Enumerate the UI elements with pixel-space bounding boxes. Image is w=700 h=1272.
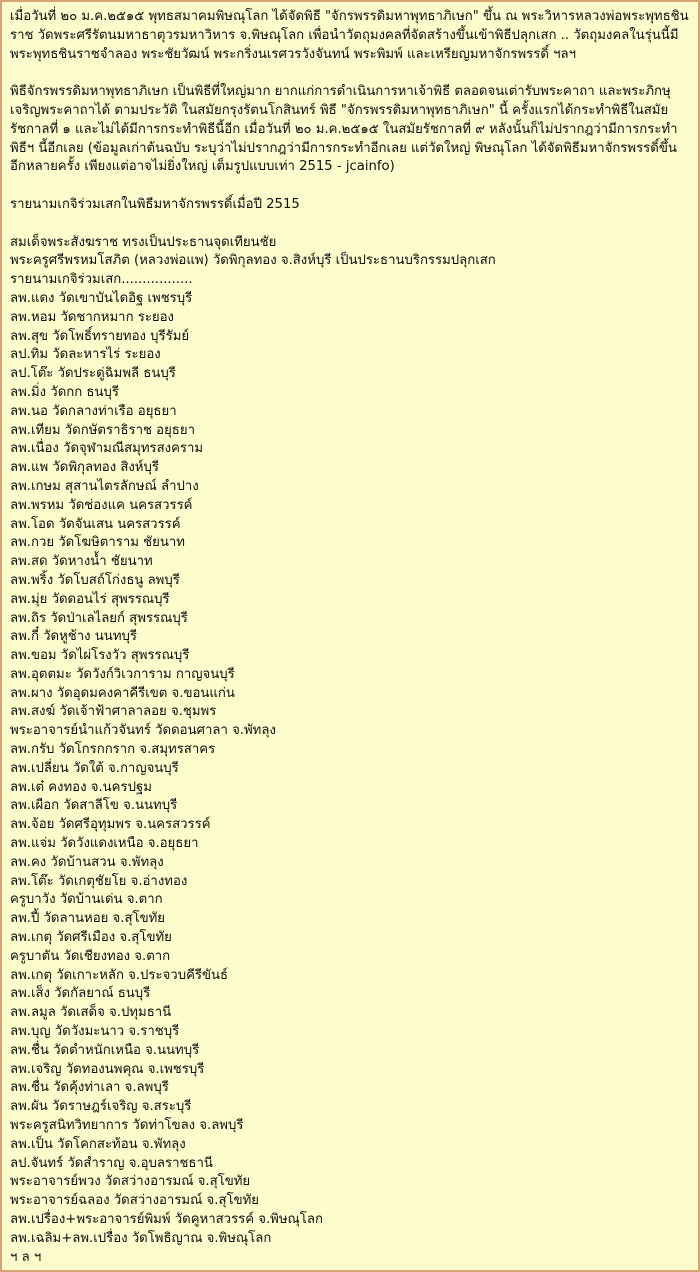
list-line: ลพ.ลมูล วัดเสด็จ จ.ปทุมธานี — [10, 1005, 172, 1021]
list-line: ลพ.มุ่ย วัดดอนไร่ สุพรรณบุรี — [10, 591, 170, 607]
list-line: ลพ.โต๊ะ วัดเกตุชัยโย จ.อ่างทอง — [10, 873, 188, 889]
list-line: ลพ.เกตุ วัดศรีเมือง จ.สุโขทัย — [10, 930, 172, 946]
list-line: ลพ.หอม วัดชากหมาก ระยอง — [10, 309, 174, 325]
list-line: ลพ.กี๋ วัดหูช้าง นนทบุรี — [10, 629, 137, 645]
list-line: ลพ.พรหม วัดช่องแค นครสวรรค์ — [10, 497, 193, 513]
list-line: ลพ.มิ่ง วัดกก ธนบุรี — [10, 384, 119, 400]
list-line: ลพ.ผาง วัดอุดมคงคาคีรีเขต จ.ขอนแก่น — [10, 685, 235, 701]
list-line: ลพ.ชื่น วัดคุ้งท่าเลา จ.ลพบุรี — [10, 1080, 169, 1096]
spacer — [10, 215, 690, 234]
list-line: ลพ.ผัน วัดราษฎร์เจริญ จ.สระบุรี — [10, 1099, 192, 1115]
monk-list — [10, 234, 690, 1268]
list-line: พระอาจารย์พวง วัดสว่างอารมณ์ จ.สุโขทัย — [10, 1174, 251, 1190]
list-line: ลพ.สุข วัดโพธิ์ทรายทอง บุรีรัมย์ — [10, 328, 190, 344]
list-line: ลป.โต๊ะ วัดประดู่ฉิมพลี ธนบุรี — [10, 366, 176, 382]
list-line: ลพ.เจริญ วัดทองนพคุณ จ.เพชรบุรี — [10, 1061, 205, 1077]
list-line: ลพ.เปรื่อง+พระอาจารย์พิมพ์ วัดคูหาสวรรค์ จ.พิษณุโลก — [10, 1212, 323, 1227]
list-line: ลพ.จ้อย วัดศรีอุทุมพร จ.นครสวรรค์ — [10, 817, 211, 833]
list-line: ลพ.แจ่ม วัดวังแดงเหนือ จ.อยุธยา — [10, 836, 199, 852]
list-line: ลพ.สด วัดหางน้ำ ชัยนาท — [10, 554, 153, 570]
list-line: พระอาจารย์นำแก้วจันทร์ วัดดอนศาลา จ.พัทลุง — [10, 723, 276, 739]
list-line: ลพ.กรับ วัดโกรกกราก จ.สมุทรสาคร — [10, 742, 216, 758]
list-line: ลพ.เกตุ วัดเกาะหลัก จ.ประจวบคีรีขันธ์ — [10, 967, 229, 983]
list-line: ลพ.ปี้ วัดลานหอย จ.สุโขทัย — [10, 911, 166, 927]
list-line: ลพ.แดง วัดเขาบันไดอิฐ เพชรบุรี — [10, 290, 193, 306]
list-line: ลป.ทิม วัดละหารไร่ ระยอง — [10, 347, 161, 363]
list-line: ลพ.เส็ง วัดกัลยาณ์ ธนบุรี — [10, 986, 151, 1002]
list-line: ลพ.แพ วัดพิกุลทอง สิงห์บุรี — [10, 460, 159, 476]
list-line: ลป.จันทร์ วัดสำราญ จ.อุบลราชธานี — [10, 1155, 213, 1171]
intro-paragraph: เมื่อวันที่ ๒๐ ม.ค.๒๕๑๕ พุทธสมาคมพิษณุโลก ได้จัดพิธี "จักรพรรดิมหาพุทธาภิเษก" ขึ้น ณ พระวิหารหลวงพ่อพระพุทธชินราช วัดพระศรีรัตนมหาธาตุวรมหาวิหาร จ.พิษณุโลก เพื่อนำวัตถุมงคลที่จัดสร้างขึ้นเข้าพิธีปลุกเสก .. วัตถุมงคลในรุ่นนี้มี พระพุทธชินราชจำลอง พระชัยวัฒน์ พระกริ่งนเรศวรวังจันทน์ พระพิมพ์ และเหรียญมหาจักรพรรดิ์ ฯลฯ — [10, 9, 689, 62]
list-line: พระครูสนิทวิทยาการ วัดท่าโขลง จ.ลพบุรี — [10, 1118, 244, 1134]
list-line: ลพ.ถิร วัดป่าเลไลยก์ สุพรรณบุรี — [10, 610, 188, 626]
list-heading: รายนามเกจิร่วมเสกในพิธีมหาจักรพรรดิ์เมื่อปี 2515 — [10, 196, 300, 212]
list-line: ลพ.คง วัดบ้านสวน จ.พัทลุง — [10, 854, 164, 870]
list-line: ครูบาตัน วัดเชียงทอง จ.ตาก — [10, 948, 171, 964]
list-line: ลพ.เทียม วัดกษัตราธิราช อยุธยา — [10, 422, 195, 438]
spacer — [10, 64, 690, 83]
list-line: ลพ.พริ้ง วัดโบสถ์โก่งธนู ลพบุรี — [10, 572, 180, 588]
list-line: ลพ.เป็น วัดโคกสะท้อน จ.พัทลุง — [10, 1136, 186, 1152]
list-line: ครูบาวัง วัดบ้านเด่น จ.ตาก — [10, 892, 163, 908]
list-line: ลพ.สงฆ์ วัดเจ้าฟ้าศาลาลอย จ.ชุมพร — [10, 704, 217, 720]
list-line: รายนามเกจิร่วมเสก................. — [10, 272, 193, 288]
list-line: พระอาจารย์ฉลอง วัดสว่างอารมณ์ จ.สุโขทัย — [10, 1193, 260, 1209]
list-line: ลพ.กวย วัดโฆษิตาราม ชัยนาท — [10, 535, 185, 551]
list-line: ลพ.เนื่อง วัดจุฬามณีสมุทรสงคราม — [10, 441, 204, 457]
list-line: ลพ.เผือก วัดสาลีโข จ.นนทบุรี — [10, 798, 178, 814]
history-paragraph: พิธีจักรพรรดิมหาพุทธาภิเษก เป็นพิธีที่ใหญ่มาก ยากแก่การดำเนินการหาเจ้าพิธี ตลอดจนเต่ารับพระคาถา และพระภิกษุเจริญพระคาถาได้ ตามประวัติ ในสมัยกรุงรัตนโกสินทร์ พิธี "จักรพรรดิมหาพุทธาภิเษก" นี้ ครั้งแรกได้กระทำพิธีในสมัยรัชกาลที่ ๑ และไม่ได้มีการกระทำพิธีนี้อีก เมื่อวันที่ ๒๐ ม.ค.๒๕๑๕ ในสมัยรัชกาลที่ ๙ หลังนั้นก็ไม่ปรากฎว่ามีการกระทำพิธีฯ นี้อีกเลย (ข้อมูลเก่าต้นฉบับ ระบุว่าไม่ปรากฎว่ามีการกระทำอีกเลย แต่วัดใหญ่ พิษณุโลก ได้จัดพิธีมหาจักรพรรดิ์ขึ้นอีกหลายครั้ง เพียงแต่อาจไม่ยิ่งใหญ่ เต็มรูปแบบเท่า 2515 - jcainfo) — [10, 84, 678, 175]
list-line: ลพ.นอ วัดกลางท่าเรือ อยุธยา — [10, 403, 177, 419]
list-line: ลพ.ชื่น วัดตำหนักเหนือ จ.นนทบุรี — [10, 1042, 200, 1058]
list-line: ลพ.เปลี่ยน วัดใต้ จ.กาญจนบุรี — [10, 760, 179, 776]
list-line: ลพ.เต๋ คงทอง จ.นครปฐม — [10, 779, 152, 795]
spacer — [10, 177, 690, 196]
list-line: ฯ ล ฯ — [10, 1249, 42, 1265]
list-line: ลพ.บุญ วัดวังมะนาว จ.ราชบุรี — [10, 1024, 180, 1040]
list-line: ลพ.เฉลิม+ลพ.เปรื่อง วัดโพธิญาณ จ.พิษณุโลก — [10, 1230, 272, 1246]
list-line: ลพ.อุตตมะ วัดวังก์วิเวการาม กาญจนบุรี — [10, 666, 235, 682]
list-line: ลพ.โอด วัดจันเสน นครสวรรค์ — [10, 516, 181, 532]
list-line: ลพ.เกษม สุสานไตรลักษณ์ ลำปาง — [10, 478, 199, 494]
list-line: ลพ.ขอม วัดไผ่โรงวัว สุพรรณบุรี — [10, 648, 190, 664]
list-line: พระครูศรีพรหมโสภิต (หลวงพ่อแพ) วัดพิกุลทอง จ.สิงห์บุรี เป็นประธานบริกรรมปลุกเสก — [10, 253, 496, 269]
list-line: สมเด็จพระสังฆราช ทรงเป็นประธานจุดเทียนชัย — [10, 234, 277, 250]
